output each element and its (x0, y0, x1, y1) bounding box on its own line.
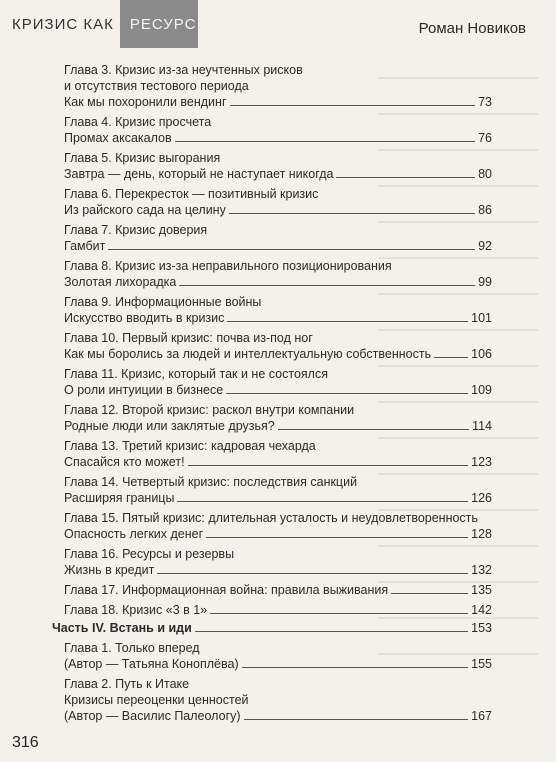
leader-line (230, 105, 476, 106)
toc-entry-line (64, 222, 492, 238)
chapter-title: Глава 7. Кризис доверия (64, 223, 208, 237)
running-header-title (0, 0, 198, 48)
table-of-contents (64, 62, 492, 622)
toc-entry (64, 582, 492, 598)
chapter-subtitle: Жизнь в кредит (64, 563, 155, 577)
toc-entry-line (64, 186, 492, 202)
page-number: 126 (471, 491, 492, 505)
page-folio: 316 (12, 734, 39, 751)
toc-entry-line (64, 150, 492, 166)
leader-line (391, 593, 468, 594)
leader-line (210, 613, 468, 614)
chapter-title: Глава 8. Кризис из-за неправильного позиционирования (64, 259, 392, 273)
toc-entry-line (64, 78, 492, 94)
chapter-subtitle: Опасность легких денег (64, 527, 204, 541)
page-number: 92 (478, 239, 492, 253)
chapter-subtitle: (Автор — Василис Палеологу) (64, 709, 241, 723)
chapter-subtitle: Золотая лихорадка (64, 275, 177, 289)
page-number: 123 (471, 455, 492, 469)
chapter-title: Глава 10. Первый кризис: почва из-под ног (64, 331, 313, 345)
page-number: 106 (471, 347, 492, 361)
page-number: 132 (471, 563, 492, 577)
leader-line (227, 321, 468, 322)
toc-entry-line (64, 546, 492, 562)
toc-entry (64, 510, 492, 542)
part-title: Часть IV. Встань и иди (52, 621, 192, 635)
header-book-title-word: КРИЗИС КАК (0, 0, 120, 48)
chapter-subtitle: Гамбит (64, 239, 106, 253)
page-number: 101 (471, 311, 492, 325)
chapter-subtitle: Расширяя границы (64, 491, 175, 505)
chapter-title: Глава 5. Кризис выгорания (64, 151, 221, 165)
page-number: 109 (471, 383, 492, 397)
toc-entry (64, 366, 492, 398)
toc-entry-final-line (64, 238, 492, 254)
chapter-subtitle: Искусство вводить в кризис (64, 311, 225, 325)
toc-entry-line (64, 640, 492, 656)
toc-entry (64, 294, 492, 326)
page-number: 80 (478, 167, 492, 181)
page-number: 128 (471, 527, 492, 541)
part-iv-section (52, 620, 492, 728)
leader-line (278, 429, 469, 430)
page-number: 142 (471, 603, 492, 617)
toc-entry-line (64, 474, 492, 490)
toc-entry (64, 222, 492, 254)
header-book-title-tab: РЕСУРС (120, 0, 198, 48)
leader-line (179, 285, 475, 286)
toc-entry-final-line (64, 582, 492, 598)
chapter-title: Глава 15. Пятый кризис: длительная усталость и неудовлетворенность (64, 511, 478, 525)
chapter-title: Глава 17. Информационная война: правила выживания (64, 583, 389, 597)
chapter-title: Глава 12. Второй кризис: раскол внутри компании (64, 403, 355, 417)
leader-line (108, 249, 475, 250)
toc-entry-line (64, 330, 492, 346)
chapter-title: Глава 18. Кризис «3 в 1» (64, 603, 208, 617)
toc-entry-final-line (64, 602, 492, 618)
toc-entry (64, 62, 492, 110)
toc-entry-line (64, 366, 492, 382)
page-number: 76 (478, 131, 492, 145)
leader-line (175, 141, 475, 142)
toc-entry-final-line (64, 454, 492, 470)
chapter-title: Глава 9. Информационные войны (64, 295, 262, 309)
chapter-subtitle: и отсутствия тестового периода (64, 79, 249, 93)
toc-entry-line (64, 402, 492, 418)
toc-entry-final-line (64, 490, 492, 506)
toc-entry (64, 402, 492, 434)
page-number: 99 (478, 275, 492, 289)
toc-entry-final-line (64, 130, 492, 146)
page-number: 73 (478, 95, 492, 109)
toc-entry-line (64, 258, 492, 274)
chapter-title: Глава 16. Ресурсы и резервы (64, 547, 235, 561)
toc-entry (64, 150, 492, 182)
running-header-author: Роман Новиков (418, 20, 526, 37)
toc-entry (64, 676, 492, 724)
leader-line (157, 573, 468, 574)
leader-line (229, 213, 475, 214)
toc-entry-final-line (64, 310, 492, 326)
toc-entry (64, 330, 492, 362)
toc-entry-line (64, 510, 492, 526)
leader-line (242, 667, 469, 668)
page-number: 114 (472, 419, 492, 433)
page-number: 167 (471, 709, 492, 723)
toc-entry-final-line (64, 274, 492, 290)
part-chapter-list (52, 640, 492, 724)
chapter-subtitle: Промах аксакалов (64, 131, 172, 145)
toc-entry-final-line (64, 94, 492, 110)
toc-entry-line (64, 438, 492, 454)
toc-entry-line (64, 114, 492, 130)
toc-entry (64, 186, 492, 218)
toc-entry (64, 640, 492, 672)
chapter-subtitle: Кризисы переоценки ценностей (64, 693, 249, 707)
toc-entry-final-line (64, 346, 492, 362)
toc-entry-final-line (64, 656, 492, 672)
chapter-title: Глава 1. Только вперед (64, 641, 200, 655)
leader-line (188, 465, 469, 466)
chapter-subtitle: Из райского сада на целину (64, 203, 226, 217)
toc-entry-line (64, 294, 492, 310)
toc-entry (64, 546, 492, 578)
chapter-title: Глава 14. Четвертый кризис: последствия санкций (64, 475, 358, 489)
toc-entry-final-line (64, 708, 492, 724)
leader-line (244, 719, 469, 720)
chapter-subtitle: Как мы похоронили вендинг (64, 95, 227, 109)
toc-entry (64, 258, 492, 290)
toc-entry-final-line (64, 382, 492, 398)
toc-entry-final-line (64, 166, 492, 182)
toc-entry (64, 438, 492, 470)
page-number: 135 (471, 583, 492, 597)
toc-entry-line (64, 676, 492, 692)
toc-entry-final-line (64, 562, 492, 578)
chapter-subtitle: Завтра — день, который не наступает никогда (64, 167, 334, 181)
chapter-subtitle: О роли интуиции в бизнесе (64, 383, 224, 397)
part-title-entry (52, 620, 492, 636)
chapter-title: Глава 2. Путь к Итаке (64, 677, 190, 691)
toc-entry (64, 474, 492, 506)
chapter-subtitle: (Автор — Татьяна Коноплёва) (64, 657, 239, 671)
chapter-title: Глава 3. Кризис из-за неучтенных рисков (64, 63, 303, 77)
chapter-subtitle: Родные люди или заклятые друзья? (64, 419, 275, 433)
page-number: 86 (478, 203, 492, 217)
chapter-subtitle: Как мы боролись за людей и интеллектуальную собственность (64, 347, 432, 361)
toc-entry-line (64, 692, 492, 708)
leader-line (434, 357, 468, 358)
toc-entry-final-line (64, 526, 492, 542)
toc-entry (64, 114, 492, 146)
page-number: 155 (471, 657, 492, 671)
leader-line (336, 177, 475, 178)
chapter-title: Глава 4. Кризис просчета (64, 115, 212, 129)
leader-line (177, 501, 468, 502)
chapter-subtitle: Спасайся кто может! (64, 455, 185, 469)
chapter-title: Глава 6. Перекресток — позитивный кризис (64, 187, 319, 201)
toc-entry (64, 602, 492, 618)
toc-entry-final-line (64, 418, 492, 434)
toc-entry-line (64, 62, 492, 78)
chapter-title: Глава 11. Кризис, который так и не состоялся (64, 367, 328, 381)
leader-line (226, 393, 468, 394)
leader-line (206, 537, 468, 538)
page-number: 153 (471, 621, 492, 635)
toc-entry-final-line (64, 202, 492, 218)
leader-line (195, 631, 468, 632)
chapter-title: Глава 13. Третий кризис: кадровая чехарда (64, 439, 316, 453)
